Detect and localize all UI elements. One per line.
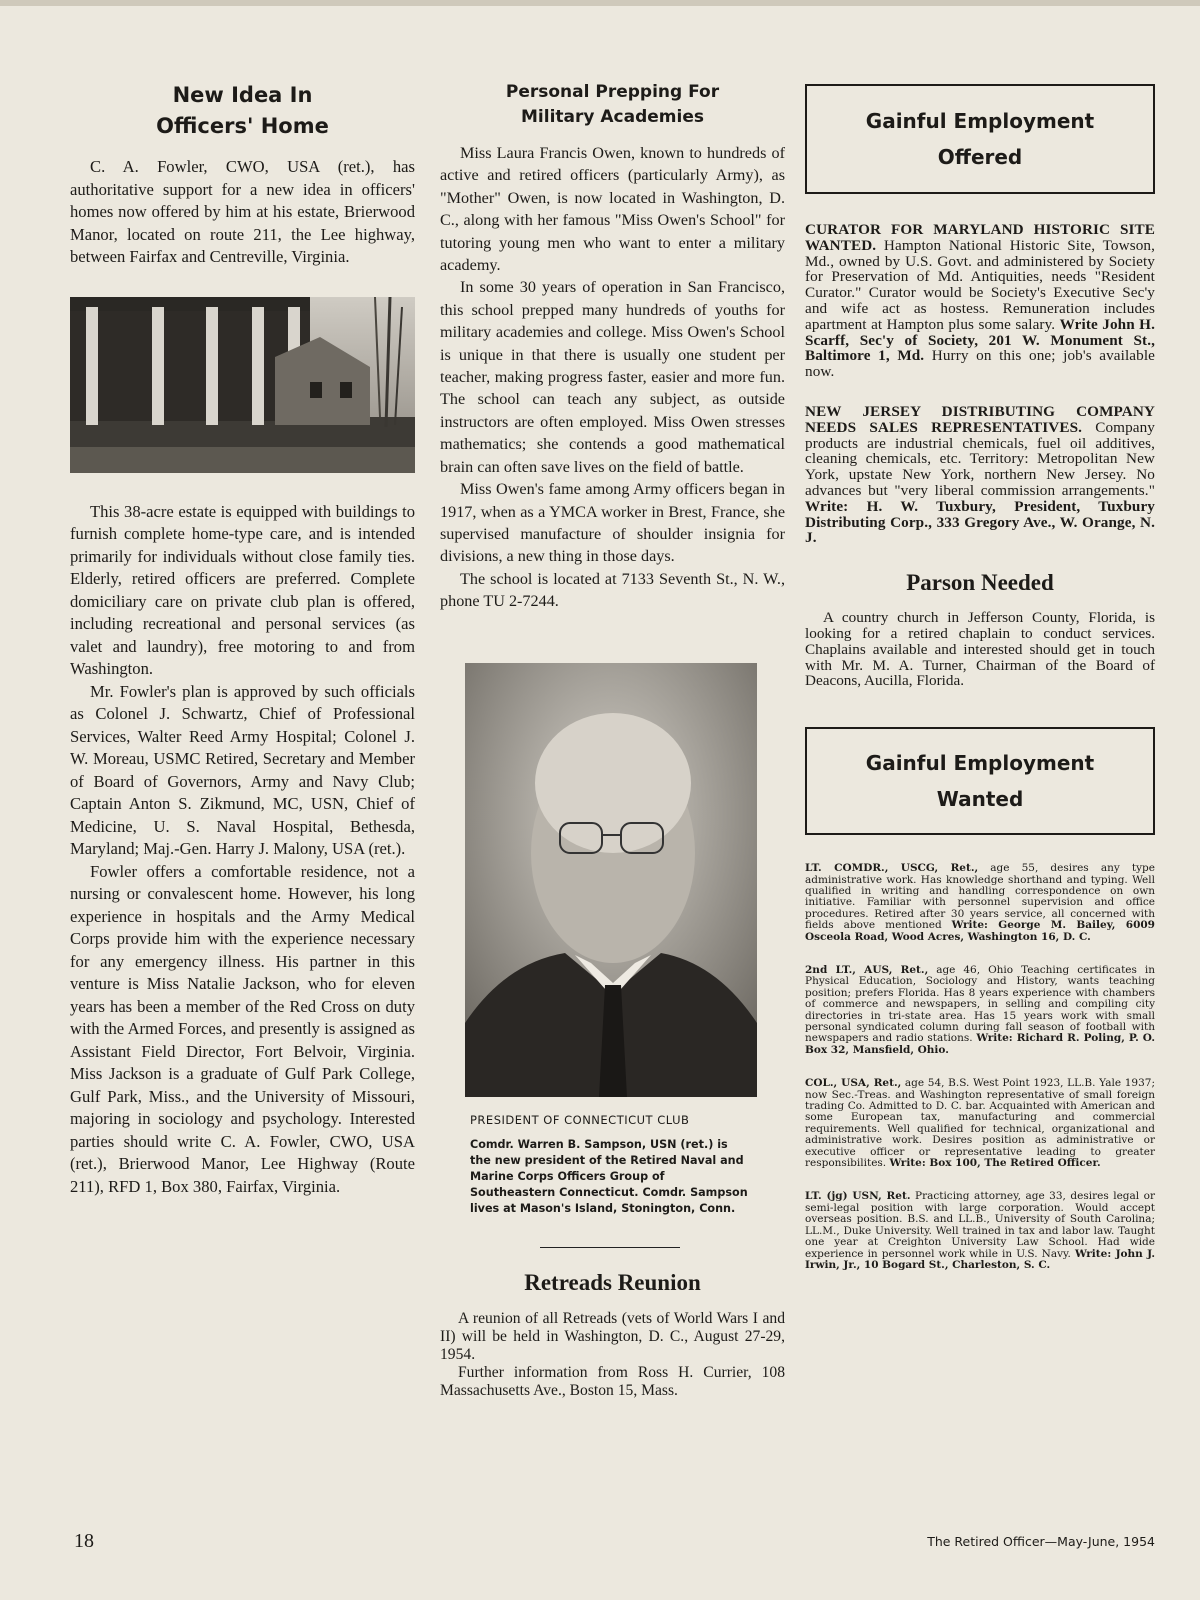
employment-offered-header — [805, 84, 1155, 194]
wanted-ad — [805, 965, 1155, 1056]
ad-contact: Write: H. W. Tuxbury, President, Tuxbury Distributing Corp., 333 Gregory Ave., W. Orange, N. J. — [805, 497, 1155, 547]
ad-contact: Write: Box 100, The Retired Officer. — [889, 1157, 1101, 1170]
title-line-1: New Idea In — [172, 83, 313, 107]
article-military-academies-title — [440, 80, 785, 130]
ad-body: age 54, B.S. West Point 1923, LL.B. Yale 1937; now Sec.-Treas. and Washington representative of small foreign trading Co. Admitted to D. C. bar. Acquainted with American and some European tax, manufacturing and commercial requirements. Well qualified for technical, organizational and administrative work. Desires position as administrative or executive officer or representative leading to greater responsibilites. — [805, 1077, 1155, 1170]
title-line-1: Personal Prepping For — [505, 82, 720, 102]
retreads-title: Retreads Reunion — [524, 1269, 701, 1295]
article-officers-home-title — [70, 80, 415, 142]
paragraph: Miss Laura Francis Owen, known to hundreds of active and retired officers (particularly Army), as "Mother" Owen, is now located in Washington, D. C., along with her famous "Miss Owen's School" for tutoring young men who want to enter a military academy. — [440, 144, 785, 275]
job-ad — [805, 222, 1155, 380]
article-officers-home — [70, 80, 415, 1198]
ad-lead: COL., USA, Ret., — [805, 1077, 902, 1090]
publication-footer: The Retired Officer—May-June, 1954 — [927, 1534, 1155, 1549]
ad-contact: Write: John J. Irwin, Jr., 10 Bogard St., Charleston, S. C. — [805, 1247, 1155, 1271]
paragraph: The school is located at 7133 Seventh St., N. W., phone TU 2-7244. — [440, 569, 785, 611]
ad-contact: Write: George M. Bailey, 6009 Osceola Road, Wood Acres, Washington 16, D. C. — [805, 919, 1155, 943]
page-number: 18 — [74, 1530, 94, 1552]
divider — [540, 1247, 680, 1248]
photo-caption-text: Comdr. Warren B. Sampson, USN (ret.) is the new president of the Retired Naval and Marine Corps Officers Group of Southeastern Connecticut. Comdr. Sampson lives at Mason's Island, Stonington, Conn. — [470, 1137, 748, 1215]
estate-photo — [70, 297, 415, 473]
paragraph: Fowler offers a comfortable residence, not a nursing or convalescent home. However, his long experience in hospitals and the Army Medical Corps provide him with the experience necessary for any emergency illness. His partner in this venture is Miss Natalie Jackson, who for eleven years has been a member of the Red Cross on duty with the Armed Forces, and presently is assigned as Assistant Field Director, Fort Belvoir, Virginia. Miss Jackson is a graduate of Gulf Park College, Gulf Park, Miss., and the University of Missouri, majoring in sociology and psychology. Interested parties should write C. A. Fowler, CWO, USA (ret.), Brierwood Manor, Lee Highway (Route 211), RFD 1, Box 380, Fairfax, Virginia. — [70, 861, 415, 1196]
job-ad — [805, 404, 1155, 546]
ad-body: Practicing attorney, age 33, desires legal or semi-legal position with large corporation. Would accept overseas position. B.S. and LL.B., University of South Carolina; LL.M., Duke University. Well trained in tax and labor law. Taught one year at Creighton University Law School. Had wide experience in personnel work while in U.S. Navy. — [805, 1190, 1156, 1260]
paragraph: Further information from Ross H. Currier, 108 Massachusetts Ave., Boston 15, Mass. — [440, 1363, 785, 1399]
paragraph: In some 30 years of operation in San Francisco, this school prepped many hundreds of youths for military academies and college. Miss Owen's School is unique in that there is usually one student per teacher, making progress faster, easier and more fun. The school can teach any subject, as outside instructors are often employed. Miss Owen stresses mathematics; she contends a good mathematical brain can often save lives on the field of battle. — [440, 278, 785, 476]
ad-body: age 46, Ohio Teaching certificates in Physical Education, Sociology and History, wants teaching position; prefers Florida. Has 8 years experience with chambers of commerce and newspapers, in selling and compiling city directories in tri-state area. Has 15 years work with small personal syndicated column during fall season of football with newspapers and radio stations. — [805, 963, 1155, 1045]
ad-body: age 55, desires any type administrative work. Has knowledge shorthand and typing. Well qualified in writing and handling correspondence on own initiative. Familiar with personnel supervision and office procedures. Retired after 30 years service, all concerned with fields above mentioned — [805, 862, 1155, 932]
header-line-2: Offered — [937, 145, 1023, 169]
page-edge — [0, 0, 1200, 6]
employment-wanted-header — [805, 727, 1155, 835]
paragraph: Miss Owen's fame among Army officers began in 1917, when as a YMCA worker in Brest, France, she supervised manufacture of shoulder insignia for divisions, a new thing in those days. — [440, 480, 785, 566]
portrait-photo — [465, 663, 757, 1097]
ad-tail: Hurry on this one; job's available now. — [805, 347, 1155, 381]
ad-contact: Write John H. Scarff, Sec'y of Society, 201 W. Monument St., Baltimore 1, Md. — [805, 315, 1155, 365]
classifieds-column — [805, 84, 1155, 1293]
ad-body: Hampton National Historic Site, Towson, Md., owned by U.S. Govt. and administered by Society for Preservation of Md. Antiquities, needs "Resident Curator." Curator would be Society's Executive Sec'y and wife act as hostess. Remuneration includes apartment at Hampton plus some salary. — [805, 236, 1155, 333]
article-military-academies — [440, 80, 785, 1400]
header-line-2: Wanted — [936, 787, 1024, 812]
ad-lead: LT. COMDR., USCG, Ret., — [805, 862, 979, 875]
photo-caption-title: PRESIDENT OF CONNECTICUT CLUB — [470, 1112, 690, 1127]
ad-lead: CURATOR FOR MARYLAND HISTORIC SITE WANTED. — [805, 221, 1155, 254]
ad-lead: LT. (jg) USN, Ret. — [805, 1190, 911, 1203]
ad-lead: NEW JERSEY DISTRIBUTING COMPANY NEEDS SALES REPRESENTATIVES. — [805, 402, 1155, 436]
ad-body: Company products are industrial chemicals, fuel oil additives, cleaning chemicals, etc. Territory: Metropolitan New York, upstate New York, northern New Jersey. No advances but "very liberal commission arrangements." — [805, 418, 1155, 499]
header-line-1: Gainful Employment — [865, 751, 1095, 776]
paragraph: Mr. Fowler's plan is approved by such officials as Colonel J. Schwartz, Chief of Professional Services, Walter Reed Army Hospital; Colonel J. W. Moreau, USMC Retired, Secretary and Member of Board of Governors, Army and Navy Club; Captain Anton S. Zikmund, MC, USN, Chief of Medicine, U. S. Naval Hospital, Bethesda, Maryland; Maj.-Gen. Harry J. Malony, USA (ret.). — [70, 681, 415, 858]
header-line-1: Gainful Employment — [865, 109, 1095, 133]
paragraph: C. A. Fowler, CWO, USA (ret.), has authoritative support for a new idea in officers' homes now offered by him at his estate, Brierwood Manor, located on route 211, the Lee highway, between Fairfax and Centreville, Virginia. — [70, 157, 415, 266]
parson-title: Parson Needed — [906, 570, 1054, 596]
wanted-ad — [805, 1078, 1155, 1169]
ad-contact: Write: Richard R. Poling, P. O. Box 32, Mansfield, Ohio. — [805, 1032, 1155, 1056]
wanted-ad — [805, 1191, 1155, 1271]
paragraph: A reunion of all Retreads (vets of World Wars I and II) will be held in Washington, D. C., August 27-29, 1954. — [440, 1309, 785, 1363]
wanted-ad — [805, 863, 1155, 943]
ad-lead: 2nd LT., AUS, Ret., — [805, 963, 929, 976]
title-line-2: Officers' Home — [156, 114, 329, 138]
parson-text: A country church in Jefferson County, Florida, is looking for a retired chaplain to conduct services. Chaplains available and interested should get in touch with Mr. M. A. Turner, Chairman of the Board of Deacons, Aucilla, Florida. — [805, 609, 1155, 690]
title-line-2: Military Academies — [521, 107, 704, 127]
paragraph: This 38-acre estate is equipped with buildings to furnish complete home-type care, and is intended primarily for individuals without close family ties. Elderly, retired officers are preferred. Complete domiciliary care on private club plan is offered, including recreational and personal services (as valet and laundry), free motoring to and from Washington. — [70, 501, 415, 678]
